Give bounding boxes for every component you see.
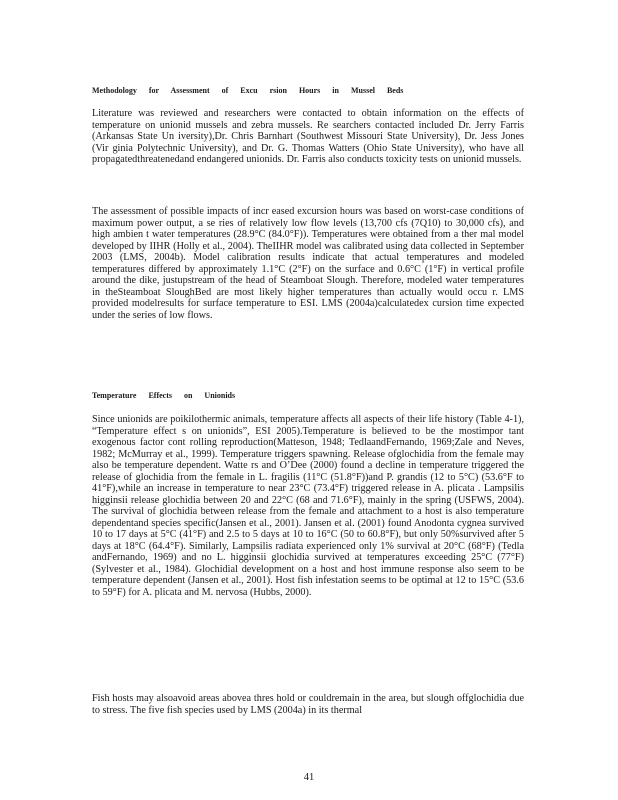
paragraph-assessment: The assessment of possible impacts of incr eased excursion hours was based on worst-case conditions of maximum power output, a se ries of relatively low flow levels (13,700 cfs (7Q10) to 30,000 cfs), and high ambien t water temperatures (28.9°C (84.0°F)). Temperatures were obtained from a ther mal model developed by IIHR (Holly et al., 2004). TheIIHR model was calibrated using data collected in September 2003 (LMS, 2004b). Model calibration results indicate that actual temperatures and modeled temperatures differed by approximately 1.1°C (2°F) on the surface and 0.6°C (1°F) in vertical profile around the dike, justupstream of the head of Steamboat Slough. Therefore, modeled water temperatures in theSteamboat SloughBed are most likely higher temperatures than actually would occu r. LMS provided modelresults for surface temperature to ESI. LMS (2004a)calculatedex cursion time expected under the series of low flows. [92,206,524,321]
paragraph-fish-hosts: Fish hosts may alsoavoid areas abovea thres hold or couldremain in the area, but slough offglochidia due to stress. The five fish species used by LMS (2004a) in its thermal [92,693,524,716]
section-heading-methodology: Methodology for Assessment of Excu rsion Hours in Mussel Beds [92,86,404,95]
paragraph-temperature-effects: Since unionids are poikilothermic animals, temperature affects all aspects of their life history (Table 4-1), “Temperature effect s on unionids”, ESI 2005).Temperature is believed to be the mostimpor tant exogenous factor cont rolling reproduction(Matteson, 1948; TedlaandFernando, 1969;Zale and Neves, 1982; McMurray et al., 1999). Temperature triggers spawning. Release ofglochidia from the female may also be temperature dependent. Watte rs and O’Dee (2000) found a decline in temperature triggered the release of glochidia from the female in L. fragilis (11°C (51.8°F))and P. grandis (12 to 5°C) (53.6°F to 41°F),while an increase in temperature to near 23°C (73.4°F) triggered release in A. plicata . Lampsilis higginsii release glochidia between 20 and 22°C (68 and 71.6°F), mainly in the spring (USFWS, 2004). The survival of glochidia between release from the female and attachment to a host is also temperature dependentand species specific(Jansen et al., 2001). Jansen et al. (2001) found Anodonta cygnea survived 10 to 17 days at 5°C (41°F) and 2.5 to 5 days at 10 to 16°C (50 to 60.8°F), but only 50%survived after 5 days at 18°C (64.4°F). Similarly, Lampsilis radiata experienced only 1% survival at 20°C (68°F) (Tedla andFernando, 1969) and no L. higginsii glochidia survived at temperatures exceeding 25°C (77°F) (Sylvester et al., 1984). Glochidial development on a host and host immune response also seem to be temperature dependent (Jansen et al., 2001). Host fish infestation seems to be optimal at 12 to 15°C (53.6 to 59°F) for A. plicata and M. nervosa (Hubbs, 2000). [92,414,524,598]
section-heading-temperature: Temperature Effects on Unionids [92,391,236,400]
paragraph-literature-review: Literature was reviewed and researchers were contacted to obtain information on the effects of temperature on unionid mussels and zebra mussels. Re searchers contacted included Dr. Jerry Farris (Arkansas State Un iversity),Dr. Chris Barnhart (Southwest Missouri State University), Dr. Jess Jones (Vir ginia Polytechnic University), and Dr. G. Thomas Watters (Ohio State University), who have all propagatedthreatenedand endangered unionids. Dr. Farris also conducts toxicity tests on unionid mussels. [92,108,524,165]
page-number: 41 [303,772,315,783]
